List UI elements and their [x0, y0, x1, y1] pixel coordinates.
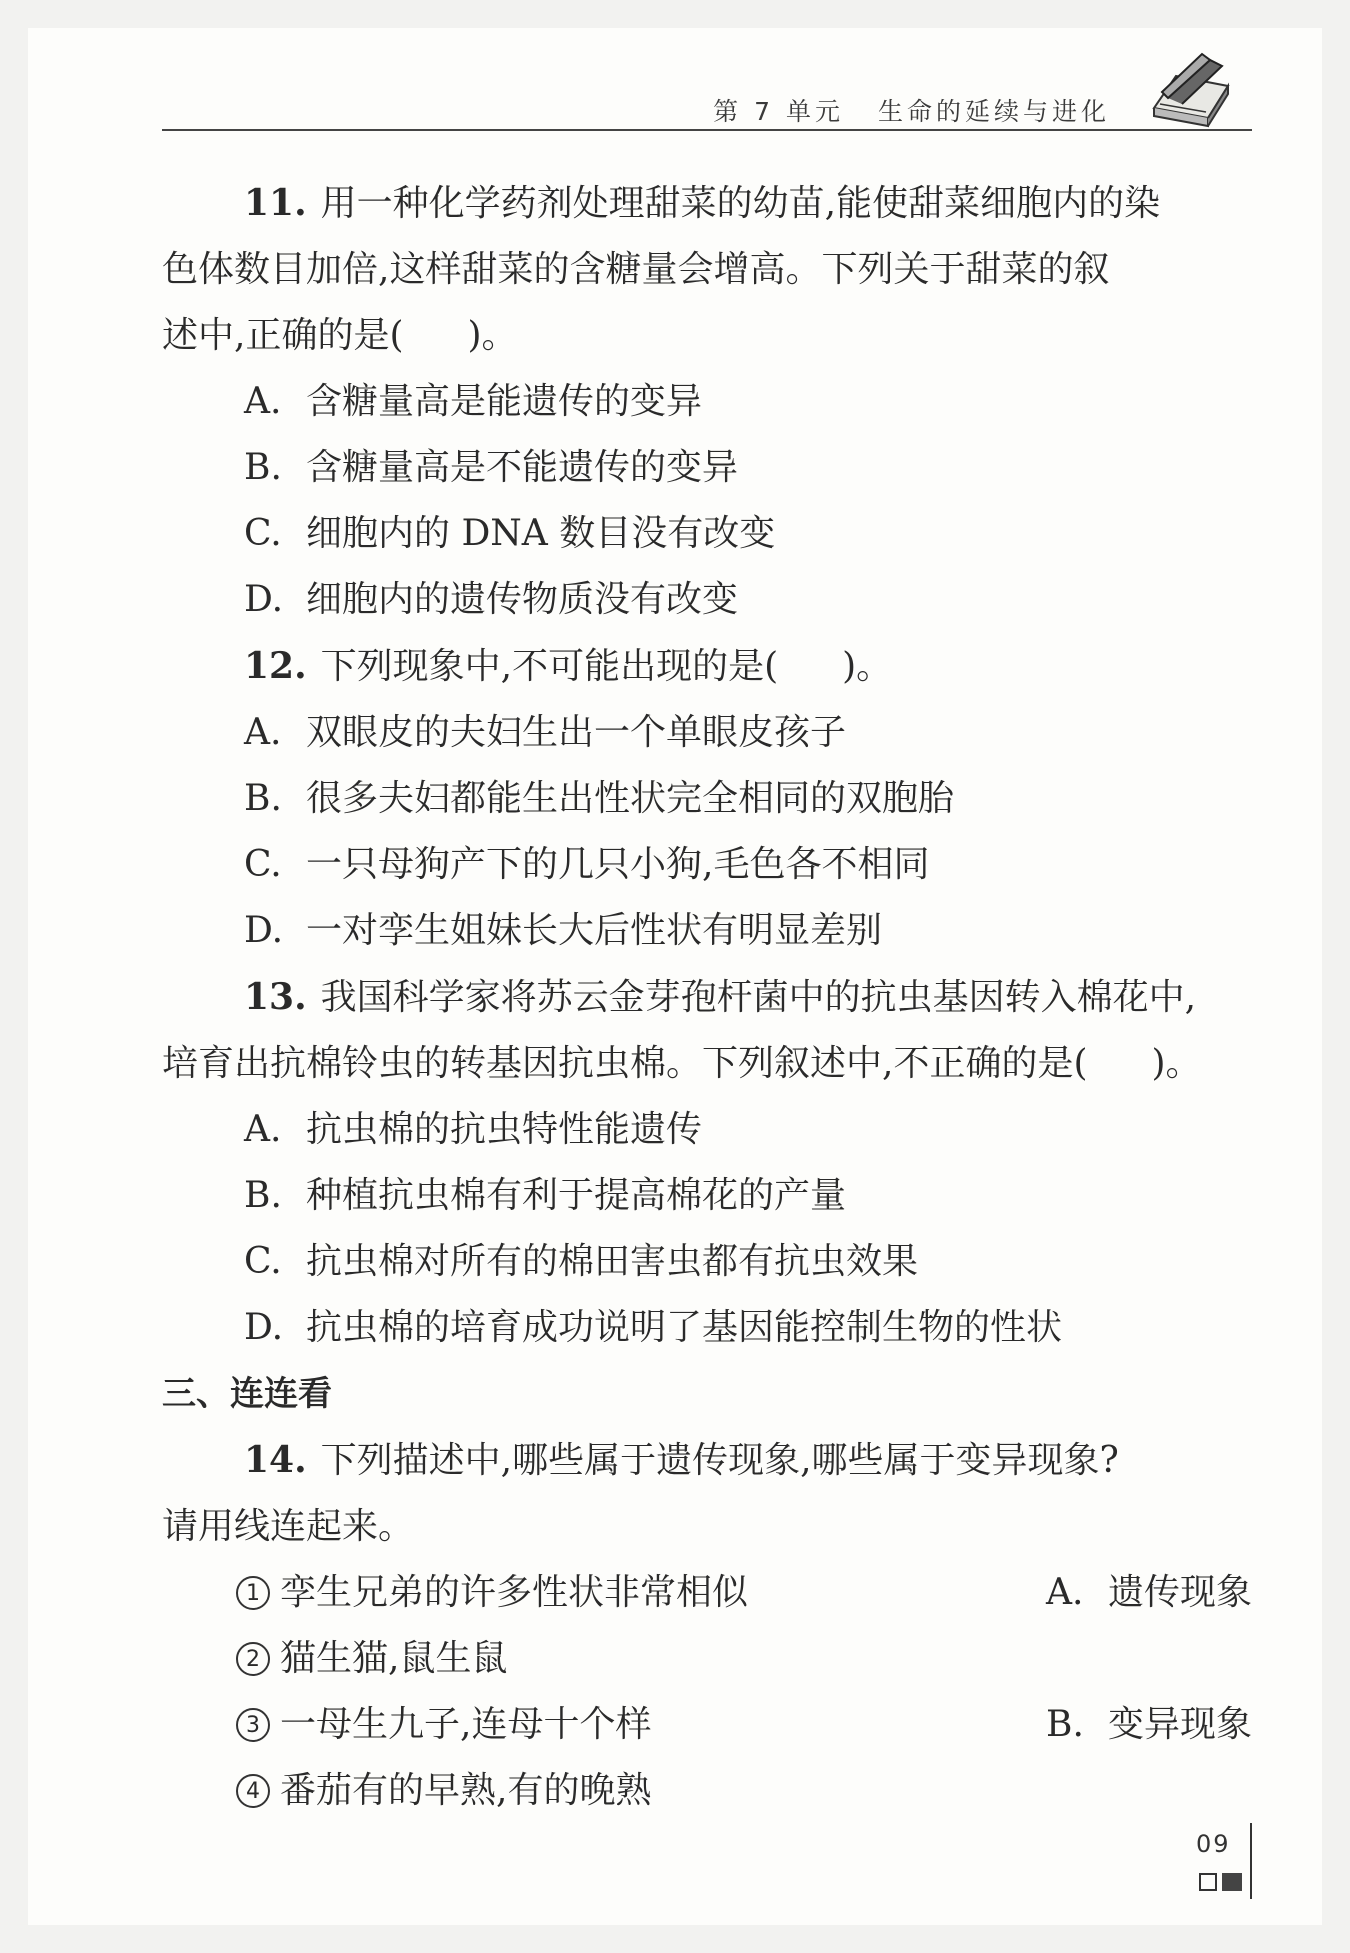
option-letter: B.	[244, 1175, 282, 1216]
q13-stem-text1: 我国科学家将苏云金芽孢杆菌中的抗虫基因转入棉花中,	[320, 977, 1197, 1018]
target-letter: B.	[1045, 1704, 1084, 1745]
option-text: 抗虫棉的抗虫特性能遗传	[306, 1109, 703, 1150]
q13-option-b	[162, 1163, 1252, 1229]
q12-stem	[162, 633, 1252, 700]
q11-stem-line2: 色体数目加倍,这样甜菜的含糖量会增高。下列关于甜菜的叙	[162, 249, 1110, 290]
option-letter: C.	[244, 1241, 282, 1282]
q14-stem-text1: 下列描述中,哪些属于遗传现象,哪些属于变异现象?	[320, 1440, 1119, 1481]
q13-stem-line1	[162, 964, 1252, 1031]
header-text	[713, 92, 1110, 128]
q11-stem-start: 述中,正确的是(	[162, 315, 404, 356]
q12-stem-end: )。	[842, 646, 893, 687]
footer-box-icon	[1199, 1873, 1217, 1891]
match-target-b[interactable]	[1046, 1692, 1252, 1758]
question-content	[162, 170, 1252, 1824]
option-text: 很多夫妇都能生出性状完全相同的双胞胎	[306, 778, 955, 819]
q12-option-c	[162, 832, 1252, 898]
option-letter: C.	[244, 844, 282, 885]
q13-number: 13.	[244, 976, 307, 1018]
option-letter: C.	[244, 513, 282, 554]
match-item-2[interactable]	[236, 1626, 507, 1692]
option-letter: B.	[244, 778, 282, 819]
q12-option-a	[162, 700, 1252, 766]
target-text: 遗传现象	[1107, 1572, 1252, 1613]
option-text: 双眼皮的夫妇生出一个单眼皮孩子	[306, 712, 847, 753]
q14-number: 14.	[244, 1439, 307, 1481]
q11-option-b	[162, 435, 1252, 501]
circled-number: 1	[236, 1576, 270, 1610]
q11-option-a	[162, 369, 1252, 435]
q13-option-d	[162, 1295, 1252, 1361]
page-number: 09	[1196, 1830, 1231, 1858]
match-item-1[interactable]	[236, 1560, 748, 1626]
q11-option-c	[162, 501, 1252, 567]
option-text: 含糖量高是能遗传的变异	[306, 381, 703, 422]
option-text: 一对孪生姐妹长大后性状有明显差别	[306, 910, 883, 951]
q13-stem-end: )。	[1151, 1043, 1202, 1084]
footer-bar	[1250, 1823, 1252, 1899]
target-letter: A.	[1045, 1572, 1084, 1613]
match-item-text: 一母生九子,连母十个样	[280, 1704, 652, 1745]
q13-option-c	[162, 1229, 1252, 1295]
option-text: 种植抗虫棉有利于提高棉花的产量	[306, 1175, 847, 1216]
option-letter: A.	[244, 1109, 282, 1150]
option-letter: D.	[244, 1307, 284, 1348]
q12-option-d	[162, 898, 1252, 964]
q12-number: 12.	[244, 645, 307, 687]
q12-option-b	[162, 766, 1252, 832]
match-row	[162, 1692, 1252, 1758]
section-title: 三、连连看	[162, 1374, 332, 1414]
q11-option-d	[162, 567, 1252, 633]
option-text: 细胞内的遗传物质没有改变	[306, 579, 739, 620]
option-letter: D.	[244, 910, 284, 951]
match-row	[162, 1626, 1252, 1692]
match-row	[162, 1758, 1252, 1824]
q11-number: 11.	[244, 182, 307, 224]
q11-stem-line1	[162, 170, 1252, 237]
footer-block-icon	[1222, 1873, 1242, 1891]
q11-stem-line3	[162, 303, 1252, 369]
option-letter: A.	[244, 381, 282, 422]
circled-number: 2	[236, 1642, 270, 1676]
q11-stem-end: )。	[467, 315, 518, 356]
option-text: 细胞内的 DNA 数目没有改变	[306, 513, 776, 554]
match-item-3[interactable]	[236, 1692, 651, 1758]
q14-stem-line1	[162, 1427, 1252, 1494]
q11-stem-text1: 用一种化学药剂处理甜菜的幼苗,能使甜菜细胞内的染	[320, 183, 1161, 224]
match-target-a[interactable]	[1046, 1560, 1252, 1626]
running-header	[162, 92, 1250, 132]
header-title: 生命的延续与进化	[877, 97, 1110, 126]
header-unit: 第 7 单元	[713, 97, 844, 126]
q14-stem-line2: 请用线连起来。	[162, 1506, 415, 1547]
match-row	[162, 1560, 1252, 1626]
q12-stem-start: 下列现象中,不可能出现的是(	[320, 646, 779, 687]
option-text: 一只母狗产下的几只小狗,毛色各不相同	[306, 844, 930, 885]
option-text: 抗虫棉的培育成功说明了基因能控制生物的性状	[306, 1307, 1063, 1348]
option-letter: D.	[244, 579, 284, 620]
match-item-4[interactable]	[236, 1758, 651, 1824]
match-item-text: 猫生猫,鼠生鼠	[280, 1638, 508, 1679]
option-letter: A.	[244, 712, 282, 753]
circled-number: 3	[236, 1708, 270, 1742]
match-item-text: 番茄有的早熟,有的晚熟	[280, 1770, 652, 1811]
q13-option-a	[162, 1097, 1252, 1163]
circled-number: 4	[236, 1774, 270, 1808]
book-icon	[1148, 46, 1232, 128]
option-text: 含糖量高是不能遗传的变异	[306, 447, 739, 488]
q13-stem-start: 培育出抗棉铃虫的转基因抗虫棉。下列叙述中,不正确的是(	[162, 1043, 1088, 1084]
q13-stem-line2	[162, 1031, 1252, 1097]
option-text: 抗虫棉对所有的棉田害虫都有抗虫效果	[306, 1241, 919, 1282]
target-text: 变异现象	[1107, 1704, 1252, 1745]
match-item-text: 孪生兄弟的许多性状非常相似	[280, 1572, 749, 1613]
option-letter: B.	[244, 447, 282, 488]
